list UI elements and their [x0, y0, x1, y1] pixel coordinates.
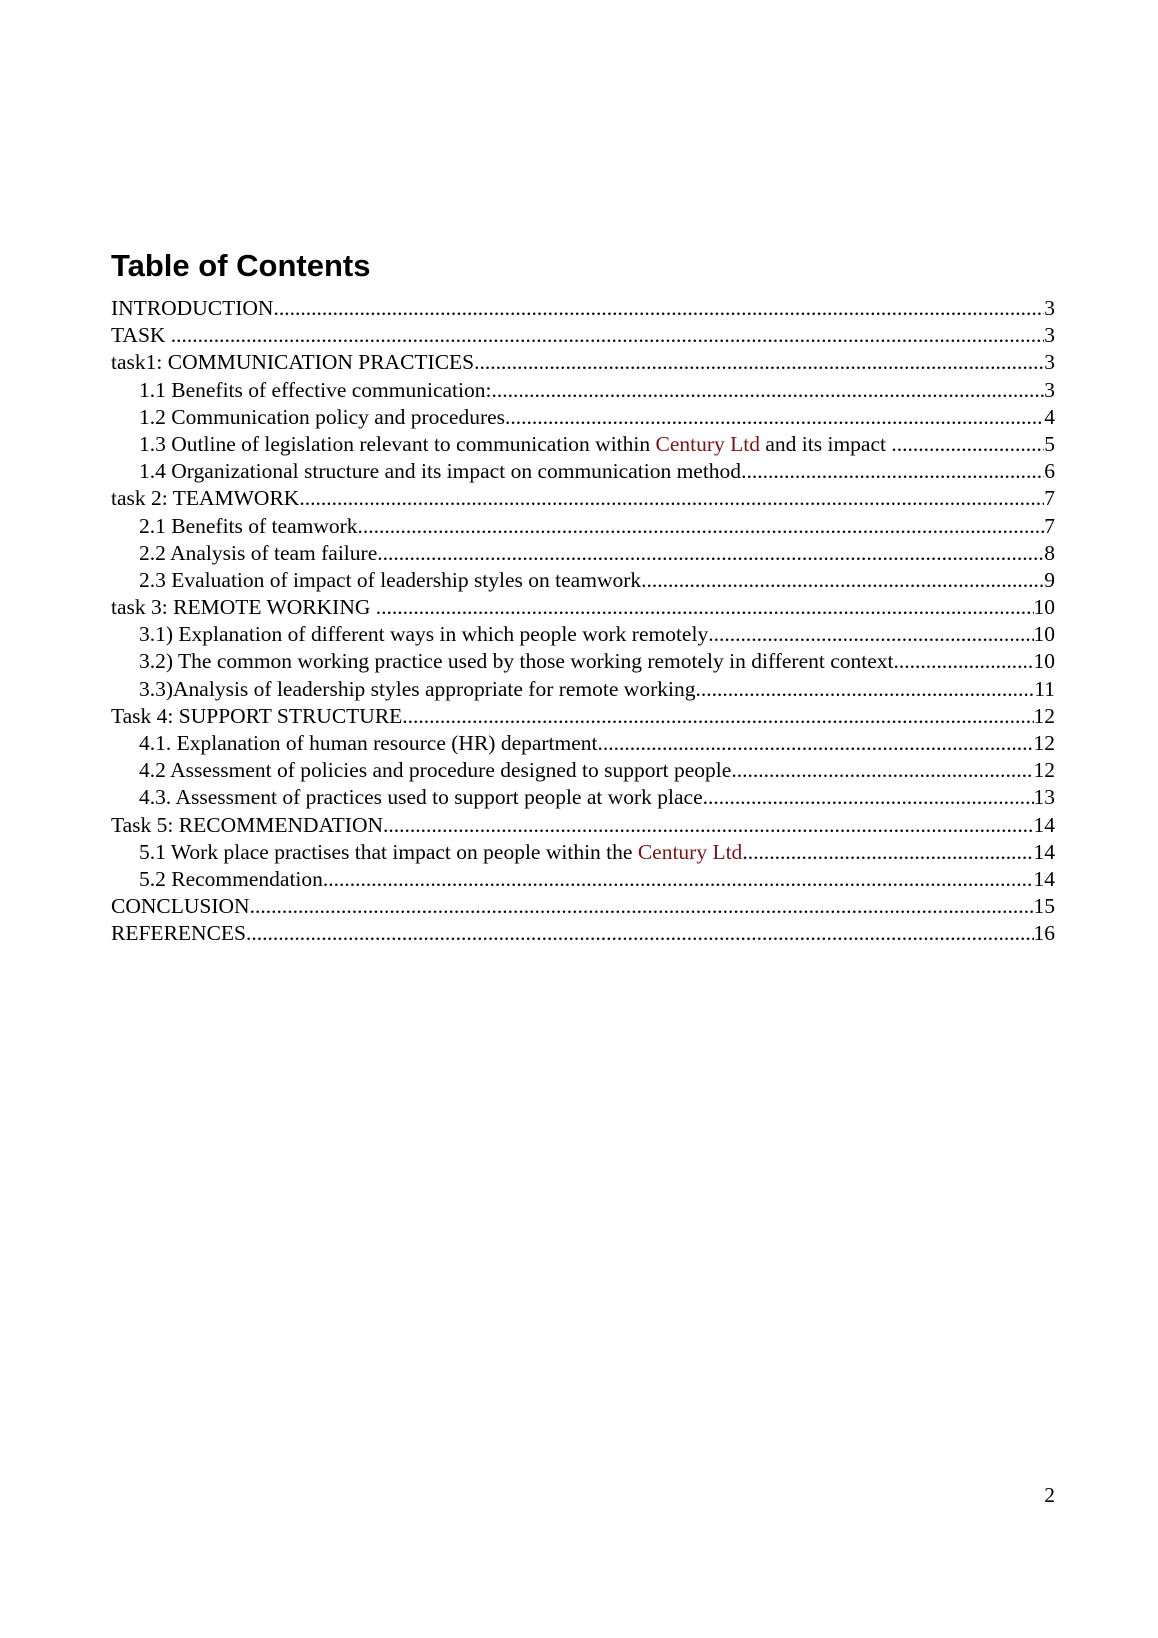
toc-entry-label: 3.1) Explanation of different ways in which people work remotely: [139, 622, 709, 647]
toc-entry-label-suffix: and its impact: [760, 431, 892, 456]
toc-dot-leader: [273, 296, 1044, 321]
toc-entry-page-number: 3: [1044, 377, 1055, 402]
toc-dot-leader: [708, 622, 1033, 647]
toc-entry-page-number: 7: [1044, 486, 1055, 511]
toc-entry-text: [139, 677, 695, 702]
toc-entry[interactable]: [111, 785, 1055, 812]
toc-entry-label: 4.2 Assessment of policies and procedure designed to support people: [139, 758, 732, 783]
toc-entry-text: [111, 350, 474, 375]
toc-dot-leader: [323, 867, 1034, 892]
toc-list: [111, 296, 1055, 949]
toc-entry[interactable]: [111, 595, 1055, 622]
toc-entry[interactable]: [111, 486, 1055, 513]
toc-entry-page-number: 9: [1044, 567, 1055, 592]
toc-entry[interactable]: [111, 840, 1055, 867]
toc-entry-page-number: 4: [1044, 404, 1055, 429]
toc-entry-text: [139, 840, 742, 865]
toc-entry-label: TASK: [111, 323, 171, 348]
toc-entry-label: 4.1. Explanation of human resource (HR) department: [139, 731, 598, 755]
toc-entry-text: [139, 541, 377, 566]
toc-entry[interactable]: [111, 459, 1055, 486]
toc-entry-text: [111, 296, 273, 321]
toc-dot-leader: [383, 813, 1033, 838]
toc-entry-text: [139, 378, 491, 403]
toc-dot-leader: [505, 405, 1044, 430]
toc-entry-page-number: 13: [1033, 785, 1055, 810]
toc-title: Table of Contents: [111, 248, 371, 283]
toc-entry-label: Task 4: SUPPORT STRUCTURE: [111, 703, 403, 728]
toc-dot-leader: [376, 595, 1034, 620]
toc-entry-page-number: 7: [1044, 513, 1055, 538]
toc-entry-page-number: 14: [1033, 812, 1055, 837]
toc-entry-text: [139, 405, 505, 430]
table-of-contents: [111, 248, 1055, 949]
toc-entry[interactable]: [111, 731, 1055, 758]
toc-entry-text: [111, 323, 171, 348]
toc-entry-page-number: 15: [1033, 894, 1055, 919]
toc-dot-leader: [402, 704, 1033, 729]
toc-dot-leader: [171, 323, 1044, 348]
toc-entry[interactable]: [111, 296, 1055, 323]
page-number: 2: [1044, 1483, 1055, 1507]
toc-entry-page-number: 12: [1033, 731, 1055, 755]
toc-dot-leader: [246, 921, 1034, 946]
toc-dot-leader: [377, 541, 1044, 566]
toc-entry-page-number: 3: [1044, 296, 1055, 320]
toc-entry[interactable]: [111, 677, 1055, 704]
toc-entry-text: [139, 459, 741, 484]
toc-entry[interactable]: [111, 758, 1055, 785]
toc-entry[interactable]: [111, 622, 1055, 649]
toc-dot-leader: [731, 758, 1033, 783]
toc-dot-leader: [891, 432, 1044, 457]
toc-entry-page-number: 8: [1044, 540, 1055, 565]
toc-entry-company-name: Century Ltd: [655, 431, 760, 456]
toc-entry-page-number: 3: [1044, 323, 1055, 348]
toc-entry[interactable]: [111, 894, 1055, 921]
toc-entry[interactable]: [111, 350, 1055, 377]
toc-entry-text: [139, 785, 703, 810]
toc-entry[interactable]: [111, 704, 1055, 731]
toc-entry-text: [139, 432, 891, 457]
toc-entry-label: 1.4 Organizational structure and its impact on communication method: [139, 459, 742, 484]
toc-entry-page-number: 12: [1033, 703, 1055, 728]
toc-entry[interactable]: [111, 541, 1055, 568]
toc-entry-text: [111, 486, 299, 511]
toc-entry[interactable]: [111, 649, 1055, 676]
toc-entry[interactable]: [111, 867, 1055, 894]
toc-entry-label: task 3: REMOTE WORKING: [111, 595, 376, 620]
toc-dot-leader: [299, 486, 1044, 511]
toc-entry-text: [111, 595, 376, 620]
toc-entry-text: [139, 622, 708, 647]
toc-dot-leader: [703, 785, 1034, 810]
toc-entry-text: [139, 568, 641, 593]
toc-entry-page-number: 14: [1033, 866, 1055, 891]
toc-entry-label: REFERENCES: [111, 921, 246, 946]
toc-entry-page-number: 10: [1033, 649, 1055, 674]
toc-dot-leader: [358, 514, 1045, 539]
toc-dot-leader: [695, 677, 1034, 702]
toc-entry[interactable]: [111, 405, 1055, 432]
toc-dot-leader: [598, 731, 1034, 756]
toc-entry-label: Task 5: RECOMMENDATION: [111, 812, 384, 837]
toc-entry-company-name: Century Ltd: [637, 839, 743, 864]
toc-entry[interactable]: [111, 378, 1055, 405]
toc-entry-label: 4.3. Assessment of practices used to support people at work place: [139, 785, 703, 810]
toc-entry-label: 3.2) The common working practice used by those working remotely in different context: [139, 649, 894, 674]
toc-entry-label: CONCLUSION: [111, 894, 250, 919]
toc-entry[interactable]: [111, 432, 1055, 459]
toc-entry-label: 2.2 Analysis of team failure: [139, 540, 378, 565]
toc-entry-label: 5.2 Recommendation: [139, 866, 323, 891]
toc-entry-label: 1.2 Communication policy and procedures: [139, 404, 506, 429]
toc-dot-leader: [474, 350, 1044, 375]
toc-entry-page-number: 10: [1033, 595, 1055, 620]
toc-dot-leader: [641, 568, 1044, 593]
toc-entry-text: [111, 894, 250, 919]
toc-entry[interactable]: [111, 813, 1055, 840]
toc-dot-leader: [894, 649, 1034, 674]
toc-entry-text: [139, 649, 894, 674]
toc-entry-label: task1: COMMUNICATION PRACTICES: [111, 350, 475, 375]
toc-entry[interactable]: [111, 514, 1055, 541]
toc-entry-text: [139, 758, 731, 783]
toc-entry-text: [139, 731, 598, 756]
toc-entry-page-number: 6: [1044, 459, 1055, 484]
toc-entry[interactable]: [111, 323, 1055, 350]
toc-dot-leader: [491, 378, 1044, 403]
toc-entry-label: 2.3 Evaluation of impact of leadership styles on teamwork: [139, 567, 642, 592]
toc-entry-label: INTRODUCTION: [111, 296, 274, 320]
toc-entry-label: 5.1 Work place practises that impact on people within the: [139, 839, 638, 864]
toc-dot-leader: [741, 459, 1044, 484]
toc-entry-page-number: 10: [1033, 622, 1055, 647]
toc-entry[interactable]: [111, 568, 1055, 595]
toc-entry-page-number: 5: [1044, 431, 1055, 456]
toc-entry-page-number: 11: [1034, 676, 1055, 701]
toc-dot-leader: [250, 894, 1034, 919]
toc-entry-text: [139, 867, 323, 892]
toc-entry-label: 1.1 Benefits of effective communication:: [139, 377, 492, 402]
toc-entry-label: task 2: TEAMWORK: [111, 486, 300, 511]
toc-entry-label: 1.3 Outline of legislation relevant to communication within: [139, 431, 656, 456]
toc-entry-text: [111, 921, 246, 946]
toc-entry-page-number: 3: [1044, 350, 1055, 375]
toc-entry-label: 3.3)Analysis of leadership styles appropriate for remote working: [139, 676, 696, 701]
toc-entry-page-number: 14: [1033, 839, 1055, 864]
toc-entry[interactable]: [111, 921, 1055, 948]
toc-entry-page-number: 12: [1033, 758, 1055, 783]
toc-dot-leader: [742, 840, 1033, 865]
toc-entry-text: [111, 813, 383, 838]
toc-entry-text: [111, 704, 402, 729]
toc-entry-page-number: 16: [1033, 921, 1055, 946]
toc-entry-label: 2.1 Benefits of teamwork: [139, 513, 358, 538]
toc-entry-text: [139, 514, 358, 539]
